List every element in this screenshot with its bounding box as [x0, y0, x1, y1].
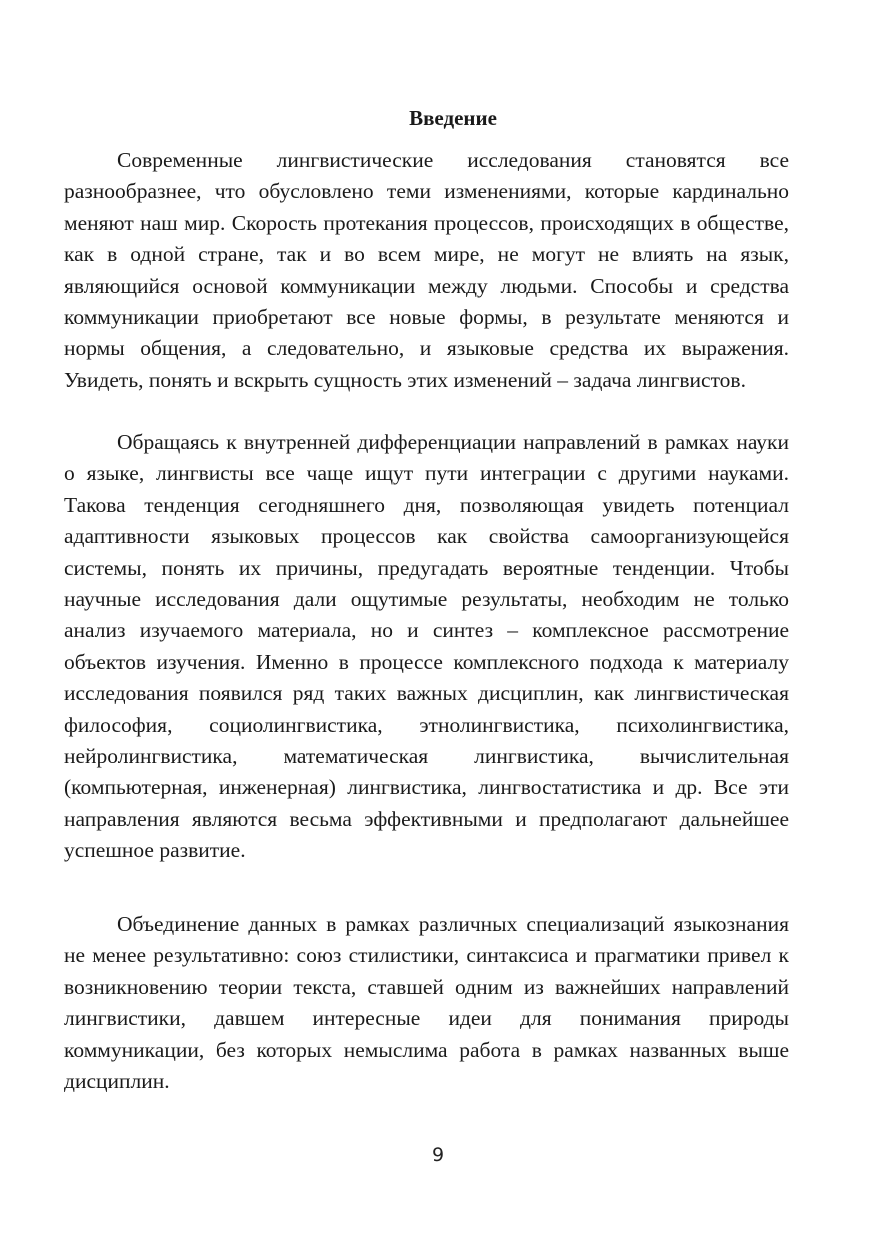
paragraph-1-block	[64, 145, 789, 396]
page-number: 9	[431, 1144, 445, 1166]
paragraph: Объединение данных в рамках различных специализаций языкознания не менее результативно: союз стилистики, синтаксиса и прагматики привел к возникновению теории текста, ставшей одним из важнейших направлений лингвистики, давшем интересные идеи для понимания природы коммуникации, без которых немыслима работа в рамках названных выше дисциплин.	[64, 912, 789, 1094]
paragraph-3-block	[64, 909, 789, 1097]
section-title: Введение	[409, 106, 497, 130]
paragraph: Обращаясь к внутренней дифференциации направлений в рамках науки о языке, лингвисты все чаще ищут пути интеграции с другими науками. Такова тенденция сегодняшнего дня, позволяющая увидеть потенциал адаптивности языковых процессов как свойства самоорганизующейся системы, понять их причины, предугадать вероятные тенденции. Чтобы научные исследования дали ощутимые результаты, необходим не только анализ изучаемого материала, но и синтез – комплексное рассмотрение объектов изучения. Именно в процессе комплексного подхода к материалу исследования появился ряд таких важных дисциплин, как лингвистическая философия, социолингвистика, этнолингвистика, психолингвистика, нейролингвистика, математическая лингвистика, вычислительная (компьютерная, инженерная) лингвистика, лингвостатистика и др. Все эти направления являются весьма эффективными и предполагают дальнейшее успешное развитие.	[64, 430, 789, 863]
paragraph: Современные лингвистические исследования становятся все разнообразнее, что обусловлено теми изменениями, которые кардинально меняют наш мир. Скорость протекания процессов, происходящих в обществе, как в одной стране, так и во всем мире, не могут не влиять на язык, являющийся основой коммуникации между людьми. Способы и средства коммуникации приобретают все новые формы, в результате меняются и нормы общения, а следовательно, и языковые средства их выражения. Увидеть, понять и вскрыть сущность этих изменений – задача лингвистов.	[64, 148, 789, 392]
paragraph-2-block	[64, 427, 789, 867]
